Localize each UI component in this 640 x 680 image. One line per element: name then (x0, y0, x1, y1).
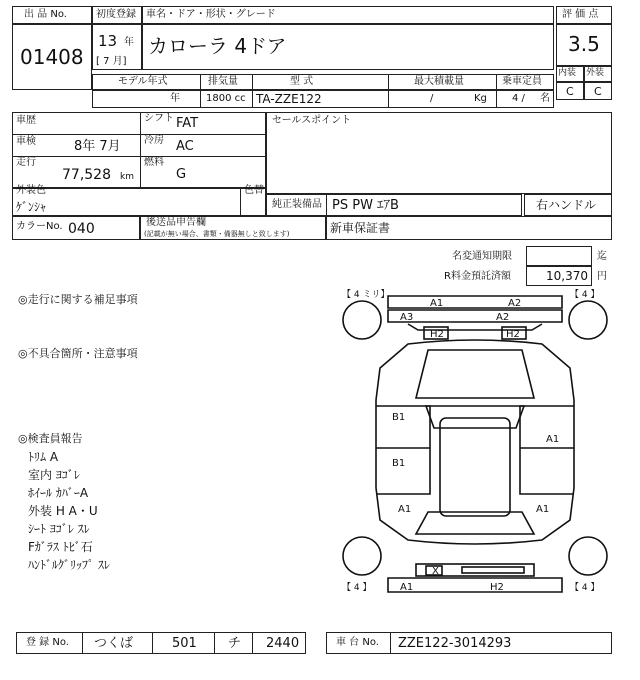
max-load-label: 最大積載量 (414, 76, 464, 87)
sales-points-label: セールスポイント (272, 115, 352, 126)
docs-note: (記載が無い場合、書類・備器無しと致します) (144, 230, 290, 238)
mark-door-left-rear: B1 (392, 458, 406, 469)
inspector-line: ﾄﾘﾑ A (28, 450, 59, 464)
mark-right-rear-fender: A1 (536, 504, 550, 515)
inspector-line: ﾎｲｰﾙ ｶﾊﾞｰA (28, 486, 89, 500)
chassis-label: 車 台 No. (336, 637, 379, 648)
recycle-value: 10,370 (546, 269, 588, 283)
mark-rear-garnish: X (432, 566, 439, 577)
exterior-label: 外装 (586, 68, 605, 78)
mark-right-front-door: A1 (546, 434, 560, 445)
exterior-grade: C (594, 85, 602, 98)
max-load-value: / (430, 93, 434, 104)
score-value: 3.5 (568, 32, 600, 56)
tire-label-rl: 【 4 】 (342, 583, 372, 593)
mark-door-left-front: B1 (392, 412, 406, 423)
fuel-label: 燃料 (144, 157, 164, 168)
mark-hood-left: A3 (400, 312, 414, 323)
name-change-label: 名変通知期限 (452, 251, 512, 262)
history-label: 車歴 (16, 115, 36, 126)
warranty-value: 新車保証書 (330, 221, 391, 235)
reg-place: つくば (94, 636, 134, 651)
first-reg-month: [ 7 月] (96, 56, 127, 67)
reg-class: 501 (172, 636, 197, 651)
wheel-front-right (569, 301, 607, 339)
recycle-label: R料金預託済額 (444, 271, 511, 282)
reg-kana: チ (228, 636, 242, 651)
name-change-box (526, 246, 592, 266)
displacement-label: 排気量 (208, 76, 238, 87)
mark-grille-left: H2 (430, 329, 444, 340)
inspection-label: 車検 (16, 136, 36, 147)
wheel-rear-left (343, 537, 381, 575)
year-unit: 年 (124, 37, 134, 48)
docs-label: 後送品申告欄 (146, 217, 206, 228)
inspector-heading: ◎検査員報告 (18, 432, 83, 445)
type-label: 型 式 (290, 76, 314, 87)
tire-label-fr: 【 4 】 (570, 290, 600, 300)
shift-value: FAT (176, 116, 199, 131)
equipment-value: PS PW ｴｱB (332, 198, 399, 213)
mark-front-bumper-right: A2 (508, 298, 522, 309)
car-name: カローラ 4ドア (148, 34, 287, 58)
handle-value: 右ハンドル (536, 198, 597, 212)
equipment-label: 純正装備品 (272, 199, 322, 210)
mark-rear-bumper-left: A1 (400, 582, 414, 593)
mark-front-bumper-left: A1 (430, 298, 444, 309)
fuel-value: G (176, 167, 187, 182)
car-damage-diagram (338, 288, 612, 600)
ext-color-box (12, 185, 266, 216)
first-reg-label: 初度登録 (96, 9, 136, 20)
reg-no-label: 登 録 No. (26, 637, 69, 648)
defects-heading: ◎不具合箇所・注意事項 (18, 347, 138, 360)
chassis-no: ZZE122-3014293 (398, 636, 512, 651)
first-reg-year: 13 (98, 32, 118, 50)
wheel-front-left (343, 301, 381, 339)
inspector-line: 室内 ﾖｺﾞﾚ (28, 468, 80, 482)
driving-heading: ◎走行に関する補足事項 (18, 293, 138, 306)
capacity-unit: 名 (540, 93, 550, 104)
capacity-value: 4 / (512, 93, 525, 104)
inspection-value: 8年 7月 (74, 139, 121, 154)
shift-label: シフト (144, 113, 174, 124)
color-no-value: 040 (68, 221, 95, 237)
displacement-value: 1800 cc (206, 93, 246, 104)
mark-grille-right: H2 (506, 329, 520, 340)
lot-label: 出 品 No. (24, 9, 67, 20)
inspector-line: 外装 H A・U (28, 504, 98, 518)
inspector-line: Fｶﾞﾗｽ ﾄﾋﾞ石 (28, 540, 93, 554)
mileage-unit: km (120, 172, 134, 182)
interior-grade: C (566, 85, 574, 98)
inspector-line: ｼｰﾄ ﾖｺﾞﾚ ｽﾚ (28, 522, 90, 536)
mark-hood-right: A2 (496, 312, 510, 323)
mark-left-rear-fender: A1 (398, 504, 412, 515)
color-no-label: カラーNo. (16, 221, 63, 232)
lot-number: 01408 (20, 45, 84, 69)
interior-label: 内装 (558, 68, 577, 78)
tire-label-rr: 【 4 】 (570, 583, 600, 593)
wheel-rear-right (569, 537, 607, 575)
recycle-unit: 円 (597, 271, 607, 282)
mark-rear-bumper-right: H2 (490, 582, 504, 593)
aircon-value: AC (176, 139, 194, 154)
inspector-line: ﾊﾝﾄﾞﾙｸﾞﾘｯﾌﾟ ｽﾚ (28, 558, 110, 572)
ext-color-value: ｹﾞﾝｼｬ (16, 200, 47, 214)
model-type-value: TA-ZZE122 (256, 92, 322, 106)
aircon-label: 冷房 (144, 135, 164, 146)
model-year-label: モデル年式 (118, 76, 168, 87)
ext-color-label: 外装色 (16, 185, 46, 196)
mileage-label: 走行 (16, 157, 36, 168)
inspector-notes (28, 448, 228, 574)
color-change-label: 色替 (244, 185, 264, 196)
score-label: 評 価 点 (562, 9, 599, 20)
car-name-label: 車名・ドア・形状・グレード (146, 9, 276, 20)
model-year-value: 年 (170, 93, 180, 104)
details-left-box (12, 112, 266, 188)
mileage-value: 77,528 (62, 167, 111, 183)
capacity-label: 乗車定員 (502, 76, 542, 87)
reg-number: 2440 (266, 636, 300, 651)
name-change-unit: 迄 (597, 251, 607, 262)
max-load-unit: Kg (474, 93, 487, 104)
tire-label-fl: 【 4 ミリ】 (342, 290, 390, 300)
